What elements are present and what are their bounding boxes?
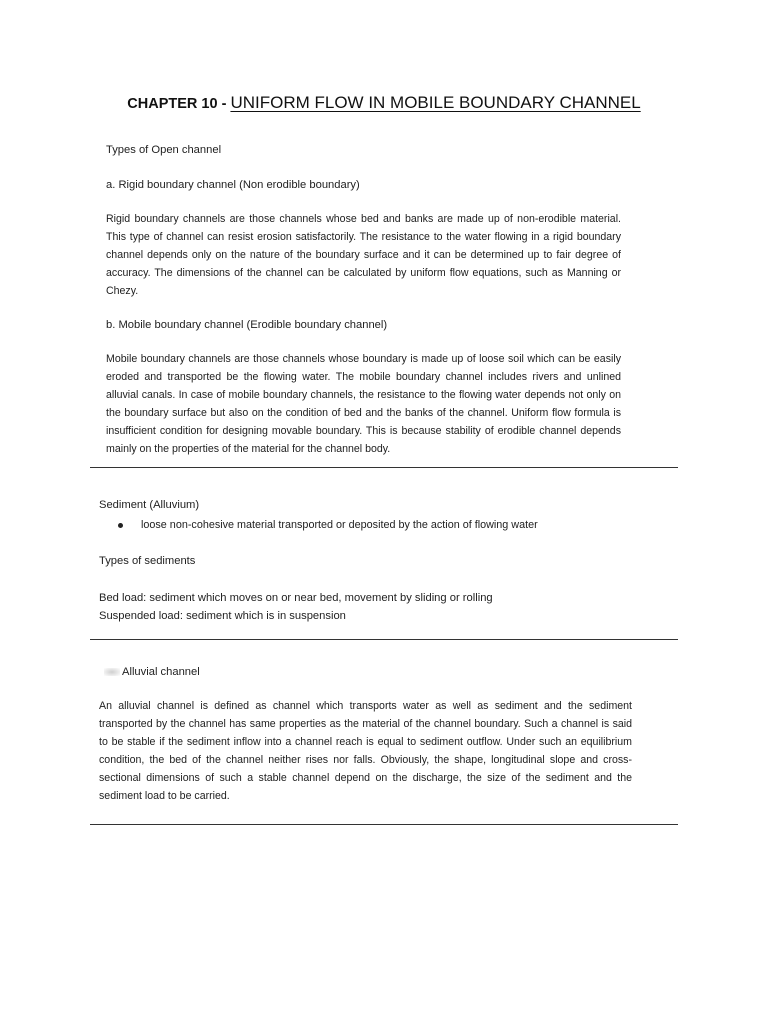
mobile-boundary-heading: b. Mobile boundary channel (Erodible boundary channel) xyxy=(106,319,388,331)
chapter-heading: UNIFORM FLOW IN MOBILE BOUNDARY CHANNEL xyxy=(230,93,641,112)
sediment-heading: Sediment (Alluvium) xyxy=(99,499,200,511)
alluvial-channel-paragraph: An alluvial channel is defined as channel which transports water as well as sediment and the sediment transported by the channel has same properties as the material of the channel boundary. Such a channel is said to be stable if the sediment inflow into a channel reach is equal to sediment outflow. Under such an equilibrium condition, the bed of the channel neither rises nor falls. Obviously, the shape, longitudinal slope and cross-sectional dimensions of such a stable channel depend on the discharge, the size of the sediment and the sediment load to be carried. xyxy=(99,700,632,802)
alluvial-channel-heading: Alluvial channel xyxy=(122,666,200,678)
sediment-bullet-item xyxy=(118,519,538,531)
bullet-dot-icon xyxy=(118,523,123,528)
smudge-mark xyxy=(104,668,120,676)
rigid-boundary-heading: a. Rigid boundary channel (Non erodible boundary) xyxy=(106,179,360,191)
types-of-open-channel-heading: Types of Open channel xyxy=(106,144,222,156)
chapter-title xyxy=(0,93,768,113)
suspended-load-line: Suspended load: sediment which is in suspension xyxy=(99,610,346,622)
sediment-bullet-text: loose non-cohesive material transported or deposited by the action of flowing water xyxy=(141,519,538,531)
section-divider-2 xyxy=(90,639,678,640)
alluvial-channel-heading-line xyxy=(104,666,200,678)
chapter-prefix: CHAPTER 10 - xyxy=(127,96,231,112)
rigid-boundary-paragraph: Rigid boundary channels are those channels whose bed and banks are made up of non-erodible material. This type of channel can resist erosion satisfactorily. The resistance to the water flowing in a rigid boundary channel depends only on the nature of the boundary surface and it can be determined up to fair degree of accuracy. The dimensions of the channel can be calculated by uniform flow equations, such as Manning or Chezy. xyxy=(106,213,621,297)
section-divider-3 xyxy=(90,824,678,825)
section-divider-1 xyxy=(90,467,678,468)
types-of-sediments-heading: Types of sediments xyxy=(99,555,196,567)
bed-load-line: Bed load: sediment which moves on or near bed, movement by sliding or rolling xyxy=(99,592,493,604)
mobile-boundary-paragraph: Mobile boundary channels are those channels whose boundary is made up of loose soil which can be easily eroded and transported be the flowing water. The mobile boundary channel includes rivers and unlined alluvial canals. In case of mobile boundary channels, the resistance to the flowing water depends not only on the boundary surface but also on the condition of bed and the banks of the channel. Uniform flow formula is insufficient condition for designing movable boundary. This is because stability of erodible channel depends mainly on the properties of the material for the channel body. xyxy=(106,353,621,455)
